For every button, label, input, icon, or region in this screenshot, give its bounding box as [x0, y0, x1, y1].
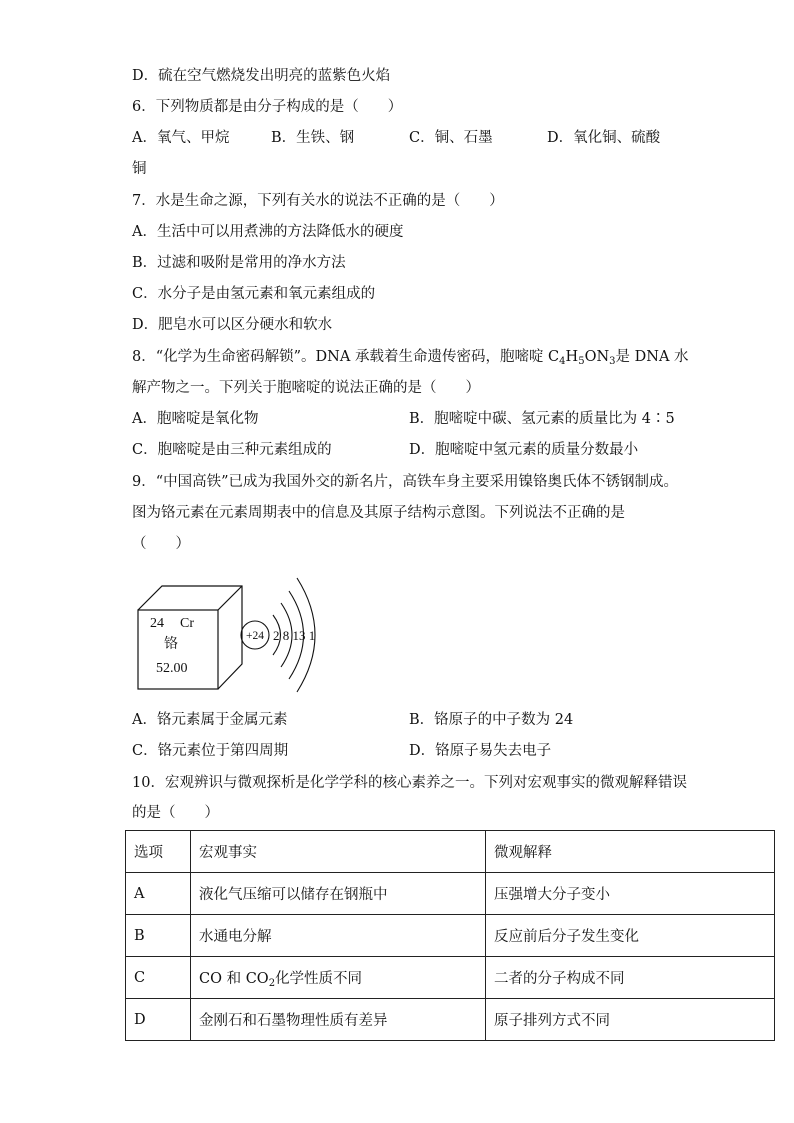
- row-fact: 液化气压缩可以储存在钢瓶中: [191, 873, 486, 915]
- table-row: [126, 999, 775, 1041]
- q7-option-c: C．水分子是由氢元素和氧元素组成的: [132, 286, 376, 302]
- q6-option-d-wrap: 铜: [132, 161, 147, 177]
- header-option: 选项: [126, 831, 191, 873]
- q8-option-c: C．胞嘧啶是由三种元素组成的: [132, 442, 332, 458]
- atom-structure-diagram: [241, 578, 315, 692]
- row-explain: 压强增大分子变小: [486, 873, 775, 915]
- nucleus-charge: +24: [246, 630, 264, 642]
- q9-stem-line2: 图为铬元素在元素周期表中的信息及其原子结构示意图。下列说法不正确的是: [132, 505, 625, 521]
- row-option: C: [126, 957, 191, 999]
- header-explain: 微观解释: [486, 831, 775, 873]
- q8-stem-line2: 解产物之一。下列关于胞嘧啶的说法正确的是（ ）: [132, 380, 480, 396]
- row-explain: 反应前后分子发生变化: [486, 915, 775, 957]
- row-explain: 原子排列方式不同: [486, 999, 775, 1041]
- table-row: [126, 873, 775, 915]
- table-row: [126, 957, 775, 999]
- q9-option-b: B．铬原子的中子数为 24: [409, 712, 574, 728]
- row-option: A: [126, 873, 191, 915]
- row-fact: 金刚石和石墨物理性质有差异: [191, 999, 486, 1041]
- element-symbol: Cr: [180, 616, 194, 631]
- q8-option-d: D．胞嘧啶中氢元素的质量分数最小: [409, 442, 639, 458]
- atomic-number: 24: [150, 616, 164, 631]
- q10-stem-line2: 的是（ ）: [132, 805, 219, 821]
- q9-option-c: C．铬元素位于第四周期: [132, 743, 289, 759]
- row-explain: 二者的分子构成不同: [486, 957, 775, 999]
- q10-stem-line1: 10．宏观辨识与微观探析是化学学科的核心素养之一。下列对宏观事实的微观解释错误: [132, 775, 687, 791]
- q6-stem: 6．下列物质都是由分子构成的是（ ）: [132, 99, 403, 115]
- q8-option-a: A．胞嘧啶是氧化物: [132, 411, 259, 427]
- q6-option-c: C．铜、石墨: [409, 130, 493, 146]
- table-row: [126, 915, 775, 957]
- row-fact: 水通电分解: [191, 915, 486, 957]
- q8-option-b: B．胞嘧啶中碳、氢元素的质量比为 4∶5: [409, 411, 675, 427]
- electron-counts: 2 8 13 1: [273, 628, 316, 643]
- q6-option-b: B．生铁、钢: [271, 130, 355, 146]
- row-option: B: [126, 915, 191, 957]
- q5-option-d: D．硫在空气燃烧发出明亮的蓝紫色火焰: [132, 68, 391, 84]
- element-name: 铬: [164, 637, 178, 652]
- q8-stem: 8．“化学为生命密码解锁”。DNA 承载着生命遗传密码，胞嘧啶 $C_4H_5ON_3$是 DNA 水: [132, 349, 689, 367]
- q9-option-a: A．铬元素属于金属元素: [132, 712, 288, 728]
- q7-option-a: A．生活中可以用煮沸的方法降低水的硬度: [132, 224, 404, 240]
- q6-option-d: D．氧化铜、硫酸: [547, 130, 661, 146]
- element-cube: [138, 586, 242, 689]
- q7-option-d: D．肥皂水可以区分硬水和软水: [132, 317, 333, 333]
- q6-option-a: A．氧气、甲烷: [132, 130, 230, 146]
- q9-stem-line3: （ ）: [132, 536, 190, 552]
- q9-stem-line1: 9．“中国高铁”已成为我国外交的新名片，高铁车身主要采用镍铬奥氏体不锈钢制成。: [132, 474, 679, 490]
- q9-option-d: D．铬原子易失去电子: [409, 743, 552, 759]
- q7-option-b: B．过滤和吸附是常用的净水方法: [132, 255, 346, 271]
- header-fact: 宏观事实: [191, 831, 486, 873]
- row-option: D: [126, 999, 191, 1041]
- q7-stem: 7．水是生命之源，下列有关水的说法不正确的是（ ）: [132, 193, 504, 209]
- table-header-row: [126, 831, 775, 873]
- chromium-figure: [130, 572, 330, 697]
- atomic-mass: 52.00: [156, 661, 188, 676]
- row-fact: CO 和 $CO_2$化学性质不同: [191, 957, 486, 999]
- q10-table: [125, 830, 775, 1041]
